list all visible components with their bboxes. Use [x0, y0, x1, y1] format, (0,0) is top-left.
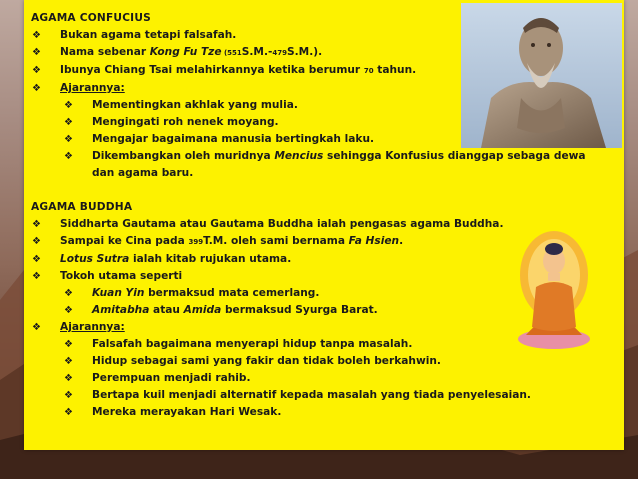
list-item: ❖ Dikembangkan oleh muridnya Mencius sehingga Konfusius dianggap sebaga dewa: [31, 148, 591, 165]
list-item: ❖ Mengingati roh nenek moyang.: [31, 114, 591, 131]
list-item: ❖ Bukan agama tetapi falsafah.: [31, 27, 591, 44]
list-item: ❖ Tokoh utama seperti: [31, 268, 591, 285]
bullet-icon: ❖: [64, 151, 73, 162]
bullet-icon: ❖: [64, 373, 73, 384]
list-item: ❖ Amitabha atau Amida bermaksud Syurga Barat.: [31, 302, 591, 319]
list-item: ❖ Mengajar bagaimana manusia bertingkah laku.: [31, 131, 591, 148]
list-item: ❖ Ajarannya:: [31, 80, 591, 97]
list-item: ❖ Falsafah bagaimana menyerapi hidup tanpa masalah.: [31, 336, 591, 353]
bullet-icon: ❖: [64, 407, 73, 418]
list-item: ❖ Nama sebenar Kong Fu Tze (551S.M.-479S.M.).: [31, 44, 591, 62]
list-item: ❖ Siddharta Gautama atau Gautama Buddha ialah pengasas agama Buddha.: [31, 216, 591, 233]
list-item: ❖ Lotus Sutra ialah kitab rujukan utama.: [31, 251, 591, 268]
bullet-icon: ❖: [32, 47, 41, 58]
slide-content: [31, 10, 591, 421]
bullet-icon: ❖: [32, 254, 41, 265]
bullet-icon: ❖: [64, 117, 73, 128]
bullet-icon: ❖: [64, 134, 73, 145]
bullet-icon: ❖: [32, 236, 41, 247]
list-item: ❖ Ibunya Chiang Tsai melahirkannya ketika berumur 70 tahun.: [31, 62, 591, 80]
list-item: ❖ Kuan Yin bermaksud mata cemerlang.: [31, 285, 591, 302]
bullet-icon: ❖: [32, 83, 41, 94]
list-item: ❖ Mementingkan akhlak yang mulia.: [31, 97, 591, 114]
bullet-icon: ❖: [64, 390, 73, 401]
list-item: ❖ Mereka merayakan Hari Wesak.: [31, 404, 591, 421]
bullet-icon: ❖: [64, 356, 73, 367]
bullet-icon: ❖: [64, 100, 73, 111]
bullet-icon: ❖: [32, 271, 41, 282]
bullet-icon: ❖: [64, 339, 73, 350]
buddha-heading: AGAMA BUDDHA: [31, 201, 133, 213]
list-item: ❖ Perempuan menjadi rahib.: [31, 370, 591, 387]
bullet-icon: ❖: [32, 65, 41, 76]
list-item: ❖ Bertapa kuil menjadi alternatif kepada masalah yang tiada penyelesaian.: [31, 387, 591, 404]
bullet-icon: ❖: [32, 322, 41, 333]
bullet-icon: ❖: [32, 219, 41, 230]
list-item: ❖ Hidup sebagai sami yang fakir dan tidak boleh berkahwin.: [31, 353, 591, 370]
confucius-heading: AGAMA CONFUCIUS: [31, 12, 151, 24]
list-item: ❖ Ajarannya:: [31, 319, 591, 336]
list-item: ❖ Sampai ke Cina pada 399T.M. oleh sami bernama Fa Hsien.: [31, 233, 591, 251]
bullet-icon: ❖: [64, 288, 73, 299]
bullet-icon: ❖: [32, 30, 41, 41]
list-item-continuation: dan agama baru.: [92, 167, 194, 179]
bullet-icon: ❖: [64, 305, 73, 316]
